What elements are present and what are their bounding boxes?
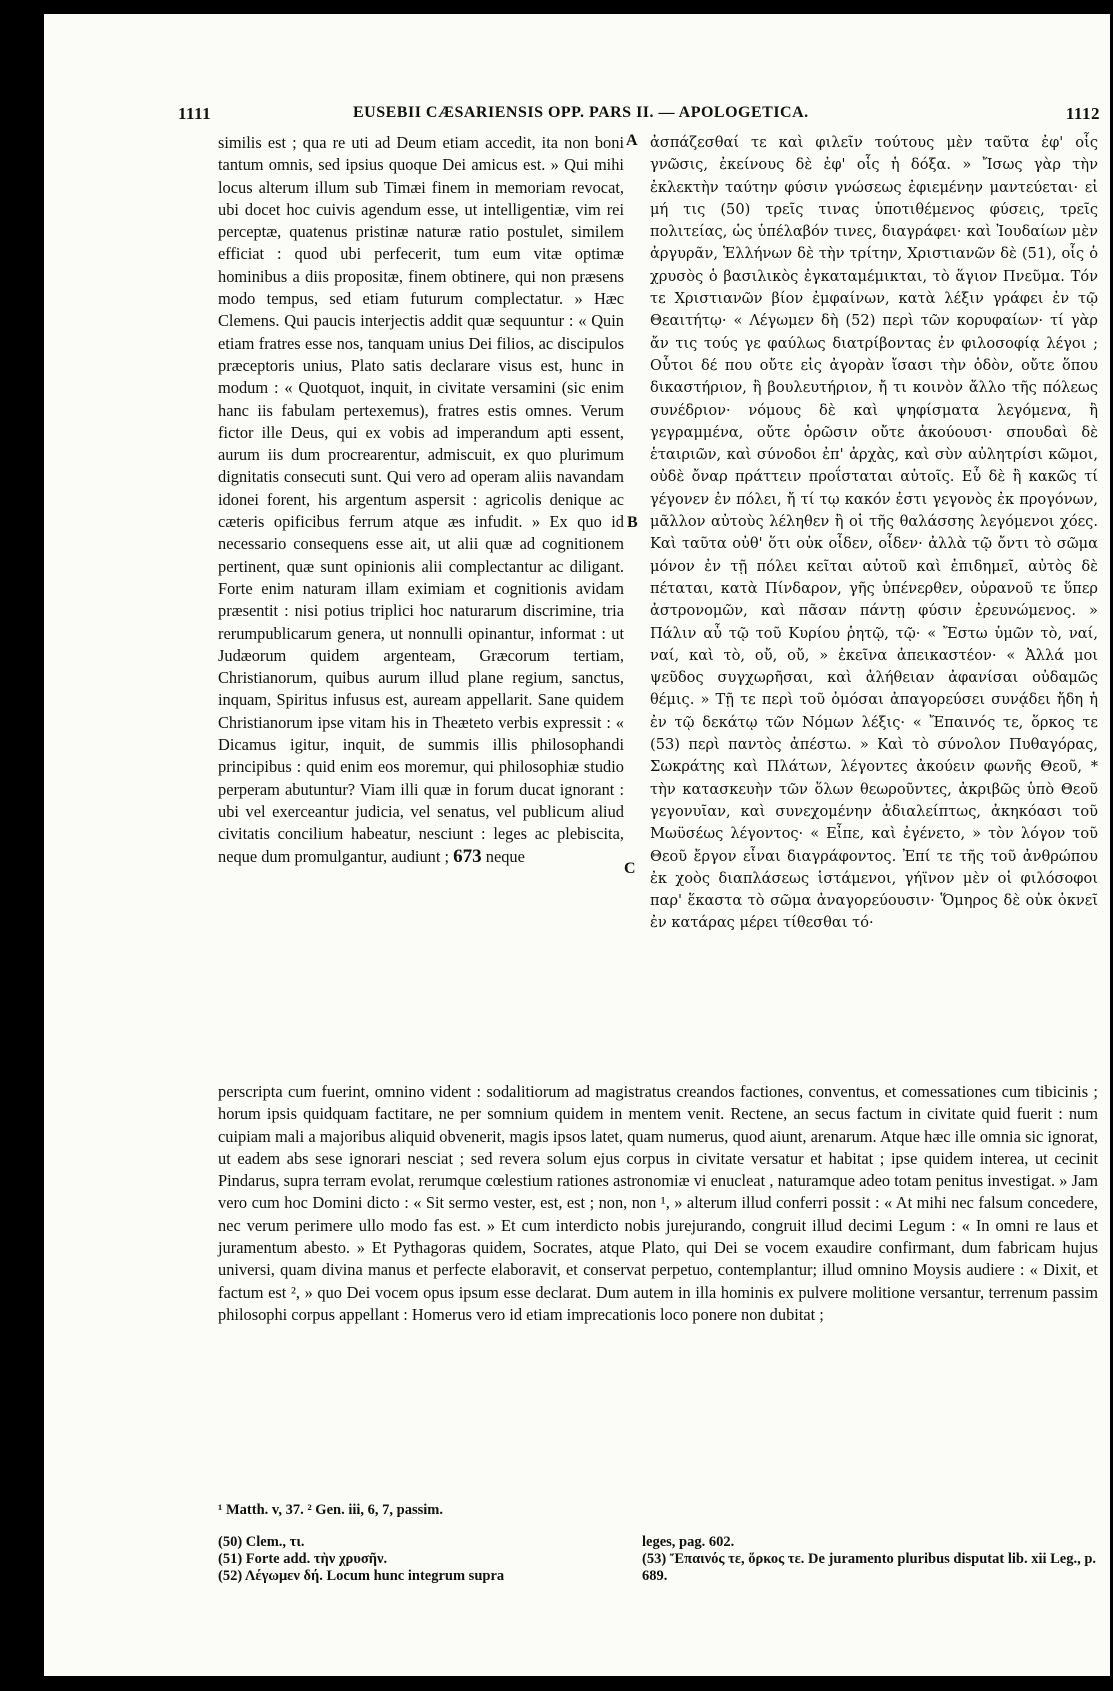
scanned-page — [44, 14, 1110, 1676]
full-width-paragraph: perscripta cum fuerint, omnino vident : sodalitiorum ad magistratus creandos factiones, conventus, et comessationes cum tibicinis ; horum ipsis quidquam factitare, ne per somnium quidem in mentem venit. Rectene, an secus factum in civitate quid fuerit : num cuipiam mali a majoribus aliquid obvenerit, magis ipsos latet, quam numerus, quod aiunt, arenarum. Atque hæc ille omnia sic ignorat, ut eadem abs sese ignorari nesciat ; sed revera solum ejus corpus in civitate versatur et habitat ; ipse quidem interea, ut cecinit Pindarus, supra terram evolat, rerumque cœlestium rationes astronomiæ vi enucleat , naturamque adeo totam penitus investigat. » Jam vero cum hoc Domini dicto : « Sit sermo vester, est, est ; non, non ¹, » alterum illud conferri possit : « At mihi nec falsum concedere, nec verum perimere ullo modo fas est. » Et cum interdicto nobis jurejurando, congruit illud decimi Legum : « In omni re laus et juramentum abesto. » Et Pythagoras quidem, Socrates, atque Plato, qui Dei se vocem exaudire confirmant, dum fabricam hujus universi, quam divina manus et perfecte elaboravit, et conservat perpetuo, contemplantur; illud omnino Moysis audiere : « Dixit, et factum est ², » quo Dei vocem opus ipsum esse declarat. Dum autem in illa hominis ex pulvere molitione versantur, terrenum passim philosophi corpus appellant : Homerus vero id etiam imprecationis loco ponere non dubitat ; — [218, 1082, 1098, 1324]
page-number-left: 1111 — [178, 104, 212, 123]
scripture-refs: ¹ Matth. v, 37. ² Gen. iii, 6, 7, passim. — [218, 1502, 443, 1518]
full-width-text — [218, 1081, 1098, 1326]
latin-text — [218, 132, 624, 868]
footnote-52-cont: leges, pag. 602. — [642, 1534, 735, 1550]
footnotes-right — [642, 1534, 1100, 1585]
latin-column — [218, 132, 624, 868]
footnote-52: (52) Λέγωμεν δή. Locum hunc integrum supra — [218, 1568, 505, 1584]
running-header — [178, 104, 1100, 130]
page-number-right: 1112 — [1065, 104, 1100, 123]
greek-column — [650, 132, 1098, 935]
running-title: EUSEBII CÆSARIENSIS OPP. PARS II. — APOLOGETICA. — [353, 104, 809, 121]
section-marker-a: A — [626, 132, 638, 149]
latin-paragraph: similis est ; qua re uti ad Deum etiam accedit, ita non boni tantum omnis, sed ipsius quoque Dei amicus est. » Qui mihi locus alterum illum sub Timæi finem in memoriam revocat, ubi docet hoc cuivis agendum esse, ut intelligentiæ, vim rei perceptæ, quatenus pristinæ naturæ ratio postulet, similem efficiat : quod ubi perfecerit, tum eum vitæ optimæ hominibus a diis propositæ, finem obtinere, qui non præsens modo tempus, sed etiam futurum complectatur. » Hæc Clemens. Qui paucis interjectis addit quæ sequuntur : « Quin etiam fratres esse nos, tanquam unius Dei filios, ac discipulos præceptoris unius, Plato satis declarare visus est, hunc in modum : « Quotquot, inquit, in civitate versamini (sic enim hanc iis fabulam pertexemus), fratres estis omnes. Verum fictor ille Deus, qui ex vobis ad imperandum apti essent, aurum iis dum procrearentur, admiscuit, ex quo plurimum dignitatis consecuti sunt. Qui vero ad operam aliis navandam idonei forent, his argentum aspersit : agricolis denique ac cæteris opificibus ferrum atque æs infudit. » Ex quo id necessario consequens esse ait, ut alii quæ ad cognitionem pertinent, quæ sunt opinionis alii complectantur ac diligant. Forte enim naturam illam eximiam et cognitionis avidam præsentit : nisi potius triplici hoc naturarum discrimine, tria rerumpublicarum genera, ut nonnulli opinantur, informat : ut Judæorum quidem argenteam, Græcorum tertiam, Christianorum, quibus aurum illud plane regium, sanctus, inquam, Spiritus infusus est, auream appellarit. Sane quidem Christianorum ipse vitam his in Theæteto verbis expressit : « Dicamus igitur, inquit, de summis illis philosophandi principibus : quid enim eos moremur, qui philosophiæ studio perperam abutuntur? Viam illi quæ in forum ducat ignorant : ubi vel exerceantur judicia, vel senatus, vel publicum aliud civitatis concilium habeatur, nesciunt : leges ac plebiscita, neque dum promulgantur, audiunt ; — [218, 133, 624, 866]
page-mark: 673 — [453, 845, 482, 867]
section-marker-c: C — [624, 860, 636, 877]
section-marker-b: B — [627, 514, 638, 531]
footnotes-left — [218, 1534, 628, 1585]
footnote-50: (50) Clem., τι. — [218, 1534, 305, 1550]
greek-text: ἀσπάζεσθαί τε καὶ φιλεῖν τούτους μὲν ταῦτα ἐφ' οἷς γνῶσις, ἐκείνους δὲ ἐφ' οἷς ἡ δόξα. » Ἴσως γὰρ τὴν ἐκλεκτὴν ταύτην φύσιν γνώσεως ἐφιεμένην μαντεύεται· εἰ μή τις (50) τρεῖς τινας ὑποτιθέμενος φύσεις, τρεῖς πολιτείας, ὡς ὑπέλαβόν τινες, διαγράφει· καὶ Ἰουδαίων μὲν ἀργυρᾶν, Ἑλλήνων δὲ τὴν τρίτην, Χριστιανῶν δὲ (51), οἷς ὁ χρυσὸς ὁ βασιλικὸς ἐγκαταμέμικται, τὸ ἅγιον Πνεῦμα. Τόν τε Χριστιανῶν βίον ἐμφαίνων, κατὰ λέξιν γράφει ἐν τῷ Θεαιτήτῳ· « Λέγωμεν δὴ (52) περὶ τῶν κορυφαίων· τί γὰρ ἄν τις τούς γε φαύλως διατρίβοντας ἐν φιλοσοφίᾳ λέγοι ; Οὗτοι δέ που οὔτε εἰς ἀγορὰν ἴσασι τὴν ὁδὸν, οὔτε ὅπου δικαστήριον, ἢ βουλευτήριον, ἤ τι κοινὸν ἄλλο τῆς πόλεως συνέδριον· νόμους δὲ καὶ ψηφίσματα λεγόμενα, ἢ γεγραμμένα, οὔτε ὁρῶσιν οὔτε ἀκούουσι· σπουδαὶ δὲ ἑταιριῶν, καὶ σύνοδοι ἐπ' ἀρχὰς, καὶ σὺν αὐλητρίσι κῶμοι, οὐδὲ ὄναρ πράττειν προΐσταται αὐτοῖς. Εὖ δὲ ἢ κακῶς τί γέγονεν ἐν πόλει, ἤ τί τῳ κακόν ἐστι γεγονὸς ἐκ προγόνων, μᾶλλον αὐτοὺς λέληθεν ἢ οἱ τῆς θαλάσσης λεγόμενοι χόες. Καὶ ταῦτα οὐθ' ὅτι οὐκ οἶδεν, οἶδεν· ἀλλὰ τῷ ὄντι τὸ σῶμα μόνον ἐν τῇ πόλει κεῖται αὐτοῦ καὶ ἐπιδημεῖ, αὐτὸς δὲ πέταται, κατὰ Πίνδαρον, γῆς ὑπένερθεν, οὐρανοῦ τε ὕπερ ἀστρονομῶν, καὶ πᾶσαν πάντῃ φύσιν ἐρευνώμενος. » Πάλιν αὖ τῷ τοῦ Κυρίου ῥητῷ, τῷ· « Ἔστω ὑμῶν τὸ, ναί, ναί, καὶ τὸ, οὔ, οὔ, » ἐκεῖνα ἀπεικαστέον· « Ἀλλά μοι ψεῦδος συγχωρῆσαι, καὶ ἀλήθειαν ἀφανίσαι οὐδαμῶς θέμις. » Τῇ τε περὶ τοῦ ὀμόσαι ἀπαγορεύσει συνᾴδει ἤδη ἡ ἐν τῷ δεκάτῳ τῶν Νόμων λέξις· « Ἔπαινός τε, ὅρκος τε (53) περὶ παντὸς ἀπέστω. » Καὶ τὸ σύνολον Πυθαγόρας, Σωκράτης καὶ Πλάτων, λέγοντες ἀκούειν φωνῆς Θεοῦ, * τὴν κατασκευὴν τῶν ὅλων θεωροῦντες, ἀκριβῶς ὑπὸ Θεοῦ γεγονυῖαν, καὶ συνεχομένην ἀδιαλείπτως, ἀκηκόασι τοῦ Μωϋσέως λέγοντος· « Εἶπε, καὶ ἐγένετο, » τὸν λόγον τοῦ Θεοῦ ἔργον εἶναι διαγράφοντος. Ἐπί τε τῆς τοῦ ἀνθρώπου ἐκ χοὸς διαπλάσεως ἱστάμενοι, γήϊνον μὲν οἱ φιλόσοφοι παρ' ἕκαστα τὸ σῶμα ἀναγορεύουσιν· Ὅμηρος δὲ οὐκ ὀκνεῖ ἐν κατάρας μέρει τίθεσθαι τό· — [650, 134, 1098, 932]
scripture-footnotes — [218, 1502, 1098, 1519]
footnote-53: (53) Ἔπαινός τε, ὅρκος τε. De juramento pluribus disputat lib. xii Leg., p. 689. — [642, 1551, 1097, 1584]
footnote-51: (51) Forte add. τὴν χρυσῆν. — [218, 1551, 388, 1567]
latin-tail: neque — [485, 846, 525, 866]
